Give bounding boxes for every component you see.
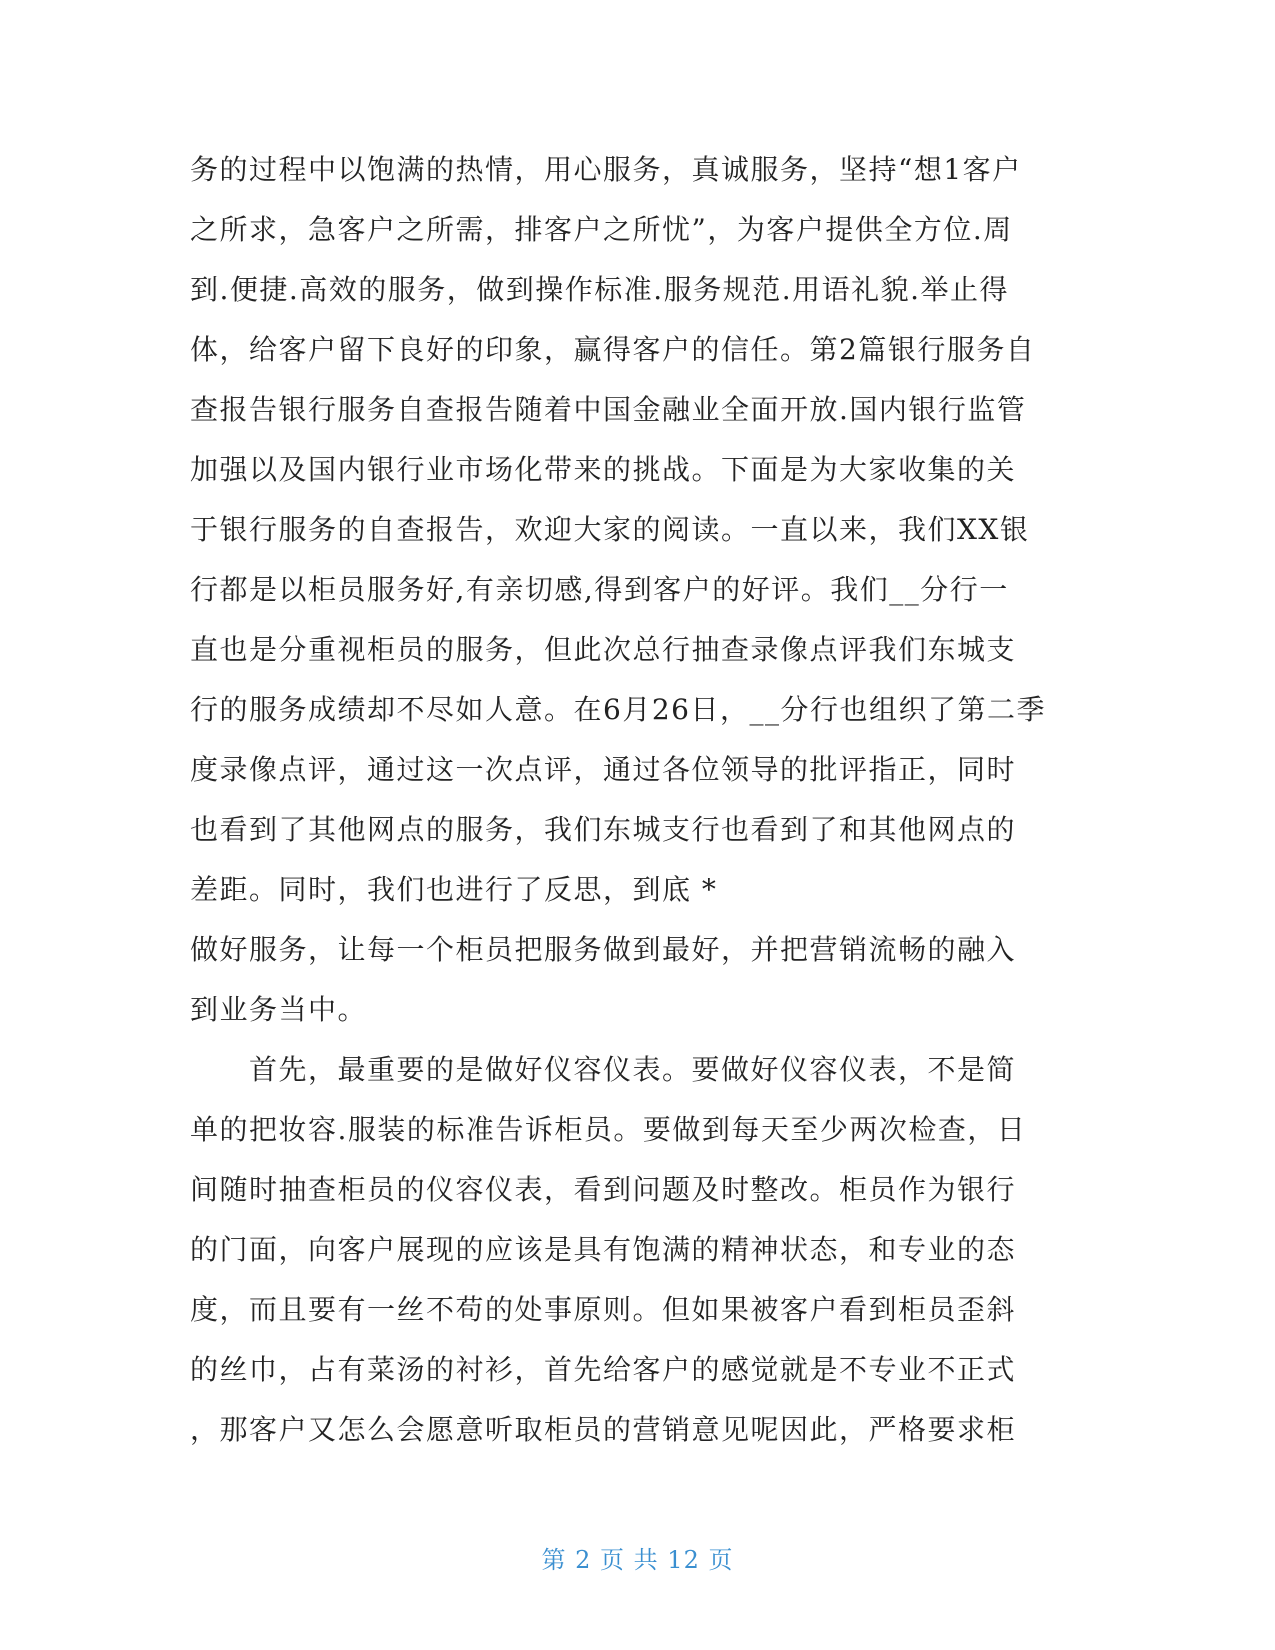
text-line: 加强以及国内银行业市场化带来的挑战。下面是为大家收集的关 bbox=[190, 453, 1017, 486]
text-line: 查报告银行服务自查报告随着中国金融业全面开放.国内银行监管 bbox=[190, 393, 1027, 426]
text-line: 行的服务成绩却不尽如人意。在6月26日，__分行也组织了第二季 bbox=[190, 693, 1046, 726]
text-line: 到.便捷.高效的服务，做到操作标准.服务规范.用语礼貌.举止得 bbox=[190, 273, 1010, 306]
text-line: 的丝巾，占有菜汤的衬衫，首先给客户的感觉就是不专业不正式 bbox=[190, 1353, 1017, 1386]
text-line: 于银行服务的自查报告，欢迎大家的阅读。一直以来，我们XX银 bbox=[190, 513, 1030, 546]
text-line: ，那客户又怎么会愿意听取柜员的营销意见呢因此，严格要求柜 bbox=[190, 1413, 1017, 1446]
text-line: 单的把妆容.服装的标准告诉柜员。要做到每天至少两次检查，日 bbox=[190, 1113, 1027, 1146]
page-number-footer: 第 2 页 共 12 页 bbox=[541, 1546, 734, 1574]
text-line: 到业务当中。 bbox=[190, 993, 368, 1026]
text-line: 做好服务，让每一个柜员把服务做到最好，并把营销流畅的融入 bbox=[190, 933, 1017, 966]
text-line: 之所求，急客户之所需，排客户之所忧”，为客户提供全方位.周 bbox=[190, 213, 1013, 246]
text-line: 务的过程中以饱满的热情，用心服务，真诚服务，坚持“想1客户 bbox=[190, 153, 1022, 186]
text-line: 差距。同时，我们也进行了反思，到底 * bbox=[190, 873, 718, 906]
text-line: 的门面，向客户展现的应该是具有饱满的精神状态，和专业的态 bbox=[190, 1233, 1017, 1266]
body-text bbox=[190, 140, 1090, 1460]
text-line: 体，给客户留下良好的印象，赢得客户的信任。第2篇银行服务自 bbox=[190, 333, 1036, 366]
text-line: 也看到了其他网点的服务，我们东城支行也看到了和其他网点的 bbox=[190, 813, 1017, 846]
text-line: 间随时抽查柜员的仪容仪表，看到问题及时整改。柜员作为银行 bbox=[190, 1173, 1017, 1206]
text-line: 直也是分重视柜员的服务，但此次总行抽查录像点评我们东城支 bbox=[190, 633, 1017, 666]
text-line: 度，而且要有一丝不苟的处事原则。但如果被客户看到柜员歪斜 bbox=[190, 1293, 1017, 1326]
text-line: 首先，最重要的是做好仪容仪表。要做好仪容仪表，不是简 bbox=[190, 1053, 1017, 1086]
text-line: 行都是以柜员服务好,有亲切感,得到客户的好评。我们__分行一 bbox=[190, 573, 1009, 606]
text-line: 度录像点评，通过这一次点评，通过各位领导的批评指正，同时 bbox=[190, 753, 1017, 786]
